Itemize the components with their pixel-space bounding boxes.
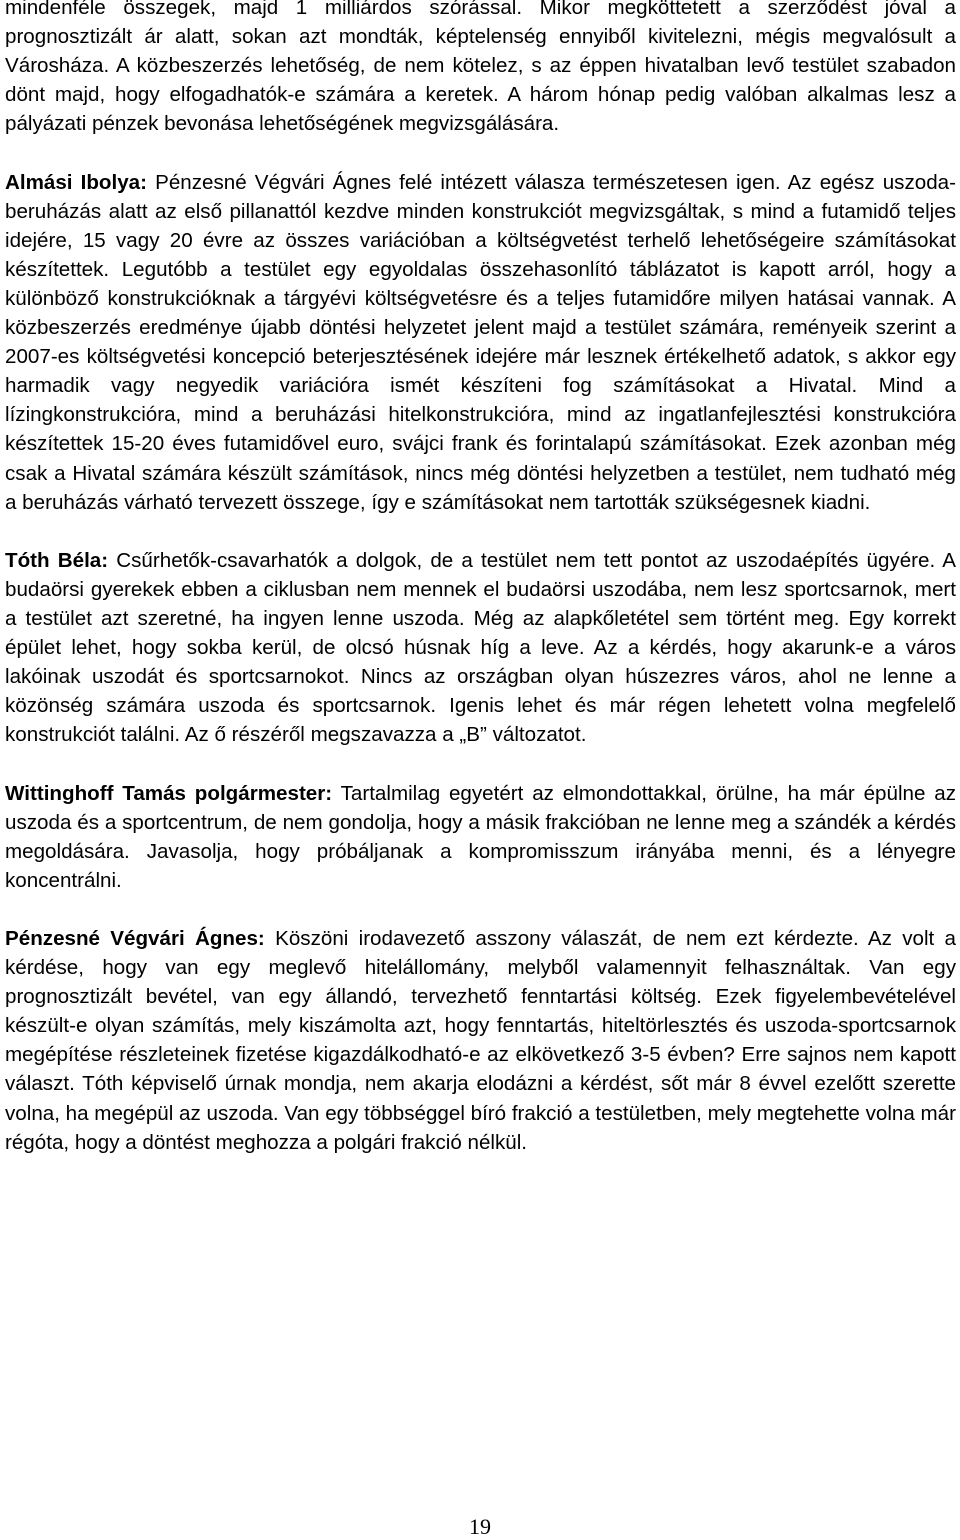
- document-page: [5, 0, 956, 1186]
- speaker-name: Almási Ibolya:: [5, 170, 147, 194]
- paragraph-text: Köszöni irodavezető asszony válaszát, de nem ezt kérdezte. Az volt a kérdése, hogy van egy meglevő hitelállomány, melyből valamennyit felhasználtak. Van egy prognosztizált bevétel, van egy állandó, tervezhető fenntartási költség. Ezek figyelembevételével készült-e olyan számítás, mely kiszámolta azt, hogy fenntartás, hiteltörlesztés és uszoda-sportcsarnok megépítése részleteinek fizetése kigazdálkodható-e az elkövetkező 3-5 évben? Erre sajnos nem kapott választ. Tóth képviselő úrnak mondja, nem akarja elodázni a kérdést, sőt már 8 évvel ezelőtt szerette volna, ha megépül az uszoda. Van egy többséggel bíró frakció a testületben, mely megtehette volna már régóta, hogy a döntést meghozza a polgári frakció nélkül.: [5, 927, 956, 1154]
- page-number: 19: [469, 1514, 491, 1539]
- speaker-name: Pénzesné Végvári Ágnes:: [5, 927, 265, 950]
- paragraph-2: [5, 168, 956, 517]
- paragraph-5: [5, 924, 956, 1157]
- paragraph-text: Tartalmilag egyetért az elmondottakkal, örülne, ha már épülne az uszoda és a sportcentrum, de nem gondolja, hogy a másik frakcióban ne lenne meg a szándék a kérdés megoldására. Javasolja, hogy próbáljanak a kompromisszum irányába menni, és a lényegre koncentrálni.: [5, 781, 957, 892]
- paragraph-text: Csűrhetők-csavarhatók a dolgok, de a testület nem tett pontot az uszodaépítés ügyére. A budaörsi gyerekek ebben a ciklusban nem mennek el budaörsi uszodába, nem lesz sportcsarnok, mert a testület azt szeretné, ha ingyen lenne uszoda. Még az alapkőletétel sem történt meg. Egy korrekt épület lehet, hogy sokba kerül, de olcsó húsnak híg a leve. Az a kérdés, hogy akarunk-e a város lakóinak uszodát és sportcsarnokot. Nincs az országban olyan húszezres város, ahol ne lenne a közönség számára uszoda és sportcsarnok. Igenis lehet és már régen lehetett volna megfelelő konstrukciót találni. Az ő részéről megszavazza a „B” változatot.: [5, 548, 956, 747]
- paragraph-text: mindenféle összegek, majd 1 milliárdos szórással. Mikor megköttetett a szerződést jóval a prognosztizált ár alatt, sokan azt mondták, képtelenség ennyiből kivitelezni, mégis megvalósult a Városháza. A közbeszerzés lehetőség, de nem kötelez, s az éppen hivatalban levő testület szabadon dönt majd, hogy elfogadhatók-e számára a keretek. A három hónap pedig valóban alkalmas lesz a pályázati pénzek bevonása lehetőségének megvizsgálására.: [5, 0, 956, 136]
- paragraph-text: Pénzesné Végvári Ágnes felé intézett válasza természetesen igen. Az egész uszoda-beruházás alatt az első pillanattól kezdve minden konstrukciót megvizsgáltak, s mind a futamidő teljes idejére, 15 vagy 20 évre az összes variációban a költségvetést terhelő lehetőségeire számításokat készítettek. Legutóbb a testület egy egyoldalas összehasonlító táblázatot is kapott arról, hogy a különböző konstrukcióknak a tárgyévi költségvetésre és a teljes futamidőre milyen hatásai vannak. A közbeszerzés eredménye újabb döntési helyzetet jelent majd a testület számára, reményeik szerint a 2007-es költségvetési koncepció beterjesztésének idejére már lesznek értékelhető adatok, s akkor egy harmadik vagy negyedik variációra ismét készíteni fog számításokat a Hivatal. Mind a lízingkonstrukcióra, mind a beruházási hitelkonstrukcióra, mind az ingatlanfejlesztési konstrukcióra készítettek 15-20 éves futamidővel euro, svájci frank és forintalapú számításokat. Ezek azonban még csak a Hivatal számára készült számítások, nincs még döntési helyzetben a testület, nem tudható még a beruházás várható tervezett összege, így e számításokat nem tartották szükségesnek kiadni.: [5, 170, 956, 514]
- speaker-name: Tóth Béla:: [5, 548, 109, 572]
- paragraph-4: [5, 779, 956, 895]
- paragraph-3: [5, 546, 956, 750]
- speaker-name: Wittinghoff Tamás polgármester:: [5, 781, 333, 805]
- paragraph-1: [5, 0, 956, 138]
